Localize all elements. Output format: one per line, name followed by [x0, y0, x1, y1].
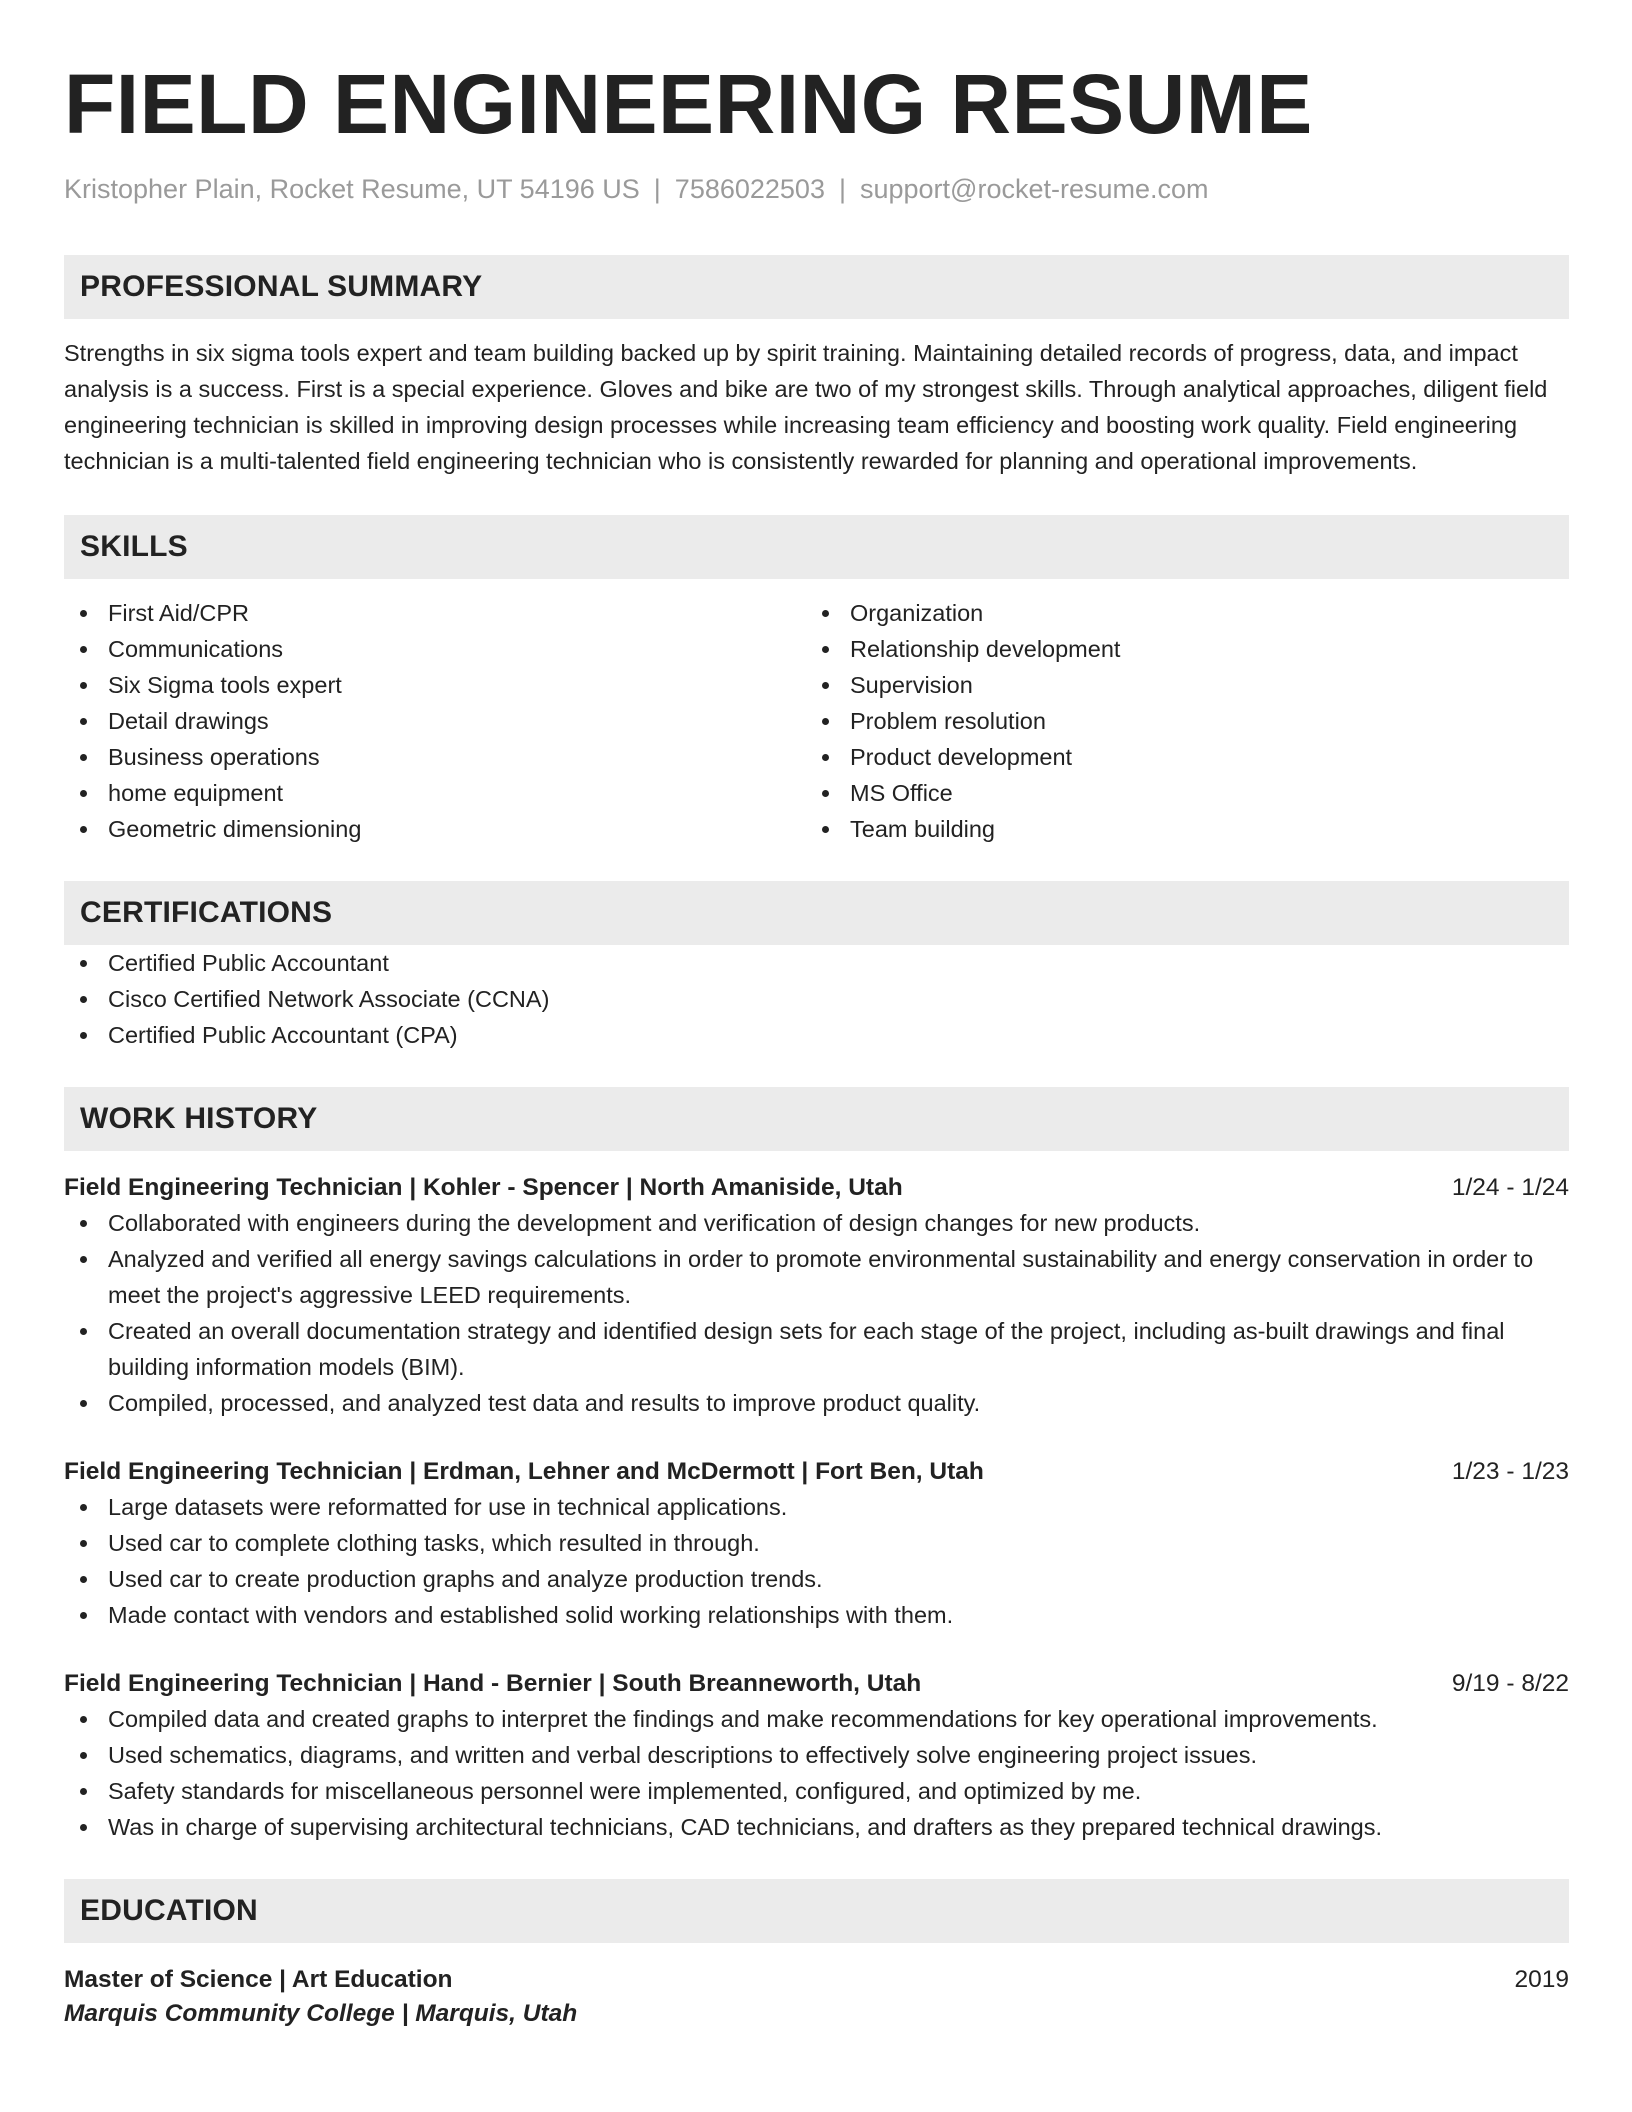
skill-item: First Aid/CPR	[64, 595, 806, 631]
job-entry	[64, 1667, 1569, 1845]
job-title: Field Engineering Technician | Erdman, Lehner and McDermott | Fort Ben, Utah	[64, 1458, 984, 1485]
job-title: Field Engineering Technician | Kohler - Spencer | North Amaniside, Utah	[64, 1174, 903, 1201]
skill-item: Six Sigma tools expert	[64, 667, 806, 703]
job-bullet: Compiled, processed, and analyzed test data and results to improve product quality.	[64, 1385, 1569, 1421]
skill-item: Relationship development	[806, 631, 1548, 667]
skill-item: Supervision	[806, 667, 1548, 703]
skill-item: MS Office	[806, 775, 1548, 811]
contact-phone: 7586022503	[674, 174, 825, 204]
skill-item: Organization	[806, 595, 1548, 631]
resume-title: FIELD ENGINEERING RESUME	[64, 57, 1313, 151]
job-bullet: Analyzed and verified all energy savings calculations in order to promote environmental sustainability and energy conservation in order to meet the project's aggressive LEED requirements.	[64, 1241, 1569, 1313]
skill-item: home equipment	[64, 775, 806, 811]
job-header	[64, 1171, 1569, 1205]
certification-item: Cisco Certified Network Associate (CCNA)	[64, 981, 1569, 1017]
skills-list-right	[806, 595, 1548, 847]
skill-item: Team building	[806, 811, 1548, 847]
section-header-work-history: WORK HISTORY	[64, 1087, 1569, 1151]
job-bullet: Made contact with vendors and established solid working relationships with them.	[64, 1597, 1569, 1633]
job-bullet: Compiled data and created graphs to interpret the findings and make recommendations for key operational improvements.	[64, 1701, 1569, 1737]
skill-item: Detail drawings	[64, 703, 806, 739]
job-bullet: Created an overall documentation strategy and identified design sets for each stage of the project, including as-built drawings and final building information models (BIM).	[64, 1313, 1569, 1385]
skill-item: Communications	[64, 631, 806, 667]
skill-item: Business operations	[64, 739, 806, 775]
education-year: 2019	[1514, 1966, 1569, 1993]
job-bullet: Used car to create production graphs and analyze production trends.	[64, 1561, 1569, 1597]
certification-item: Certified Public Accountant	[64, 945, 1569, 981]
skills-column-right	[806, 595, 1548, 847]
job-bullet-list	[64, 1205, 1569, 1421]
job-header	[64, 1667, 1569, 1701]
skills-list-left	[64, 595, 806, 847]
job-bullet: Used schematics, diagrams, and written and verbal descriptions to effectively solve engineering project issues.	[64, 1737, 1569, 1773]
summary-paragraph: Strengths in six sigma tools expert and team building backed up by spirit training. Maintaining detailed records of progress, data, and impact analysis is a success. First is a special experience. Gloves and bike are two of my strongest skills. Through analytical approaches, diligent field engineering technician is skilled in improving design processes while increasing team efficiency and boosting work quality. Field engineering technician is a multi-talented field engineering technician who is consistently rewarded for planning and operational improvements.	[64, 340, 1548, 474]
section-header-professional-summary: PROFESSIONAL SUMMARY	[64, 255, 1569, 319]
certifications-list	[64, 945, 1569, 1053]
job-bullet: Collaborated with engineers during the development and verification of design changes for new products.	[64, 1205, 1569, 1241]
job-header	[64, 1455, 1569, 1489]
job-bullet: Was in charge of supervising architectural technicians, CAD technicians, and drafters as they prepared technical drawings.	[64, 1809, 1569, 1845]
section-header-education: EDUCATION	[64, 1879, 1569, 1943]
skill-item: Geometric dimensioning	[64, 811, 806, 847]
job-bullet: Used car to complete clothing tasks, which resulted in through.	[64, 1525, 1569, 1561]
section-header-skills: SKILLS	[64, 515, 1569, 579]
job-title: Field Engineering Technician | Hand - Bernier | South Breanneworth, Utah	[64, 1670, 922, 1697]
job-bullet-list	[64, 1489, 1569, 1633]
contact-separator: |	[838, 174, 846, 204]
skill-item: Product development	[806, 739, 1548, 775]
skills-grid	[64, 595, 1569, 847]
job-bullet-list	[64, 1701, 1569, 1845]
education-header	[64, 1963, 1569, 1997]
job-bullet: Large datasets were reformatted for use in technical applications.	[64, 1489, 1569, 1525]
contact-separator: |	[653, 174, 661, 204]
skills-column-left	[64, 595, 806, 847]
education-entry	[64, 1963, 1569, 2031]
contact-email: support@rocket-resume.com	[859, 174, 1209, 204]
section-header-certifications: CERTIFICATIONS	[64, 881, 1569, 945]
job-bullet: Safety standards for miscellaneous personnel were implemented, configured, and optimized by me.	[64, 1773, 1569, 1809]
contact-address: Kristopher Plain, Rocket Resume, UT 54196 US	[64, 174, 640, 204]
job-dates: 1/24 - 1/24	[1451, 1174, 1569, 1201]
education-school: Marquis Community College | Marquis, Utah	[64, 2000, 578, 2027]
education-degree: Master of Science | Art Education	[64, 1966, 453, 1993]
skill-item: Problem resolution	[806, 703, 1548, 739]
contact-line	[64, 172, 1569, 206]
job-dates: 1/23 - 1/23	[1451, 1458, 1569, 1485]
certification-item: Certified Public Accountant (CPA)	[64, 1017, 1569, 1053]
job-entry	[64, 1455, 1569, 1633]
job-entry	[64, 1171, 1569, 1421]
job-dates: 9/19 - 8/22	[1451, 1670, 1569, 1697]
